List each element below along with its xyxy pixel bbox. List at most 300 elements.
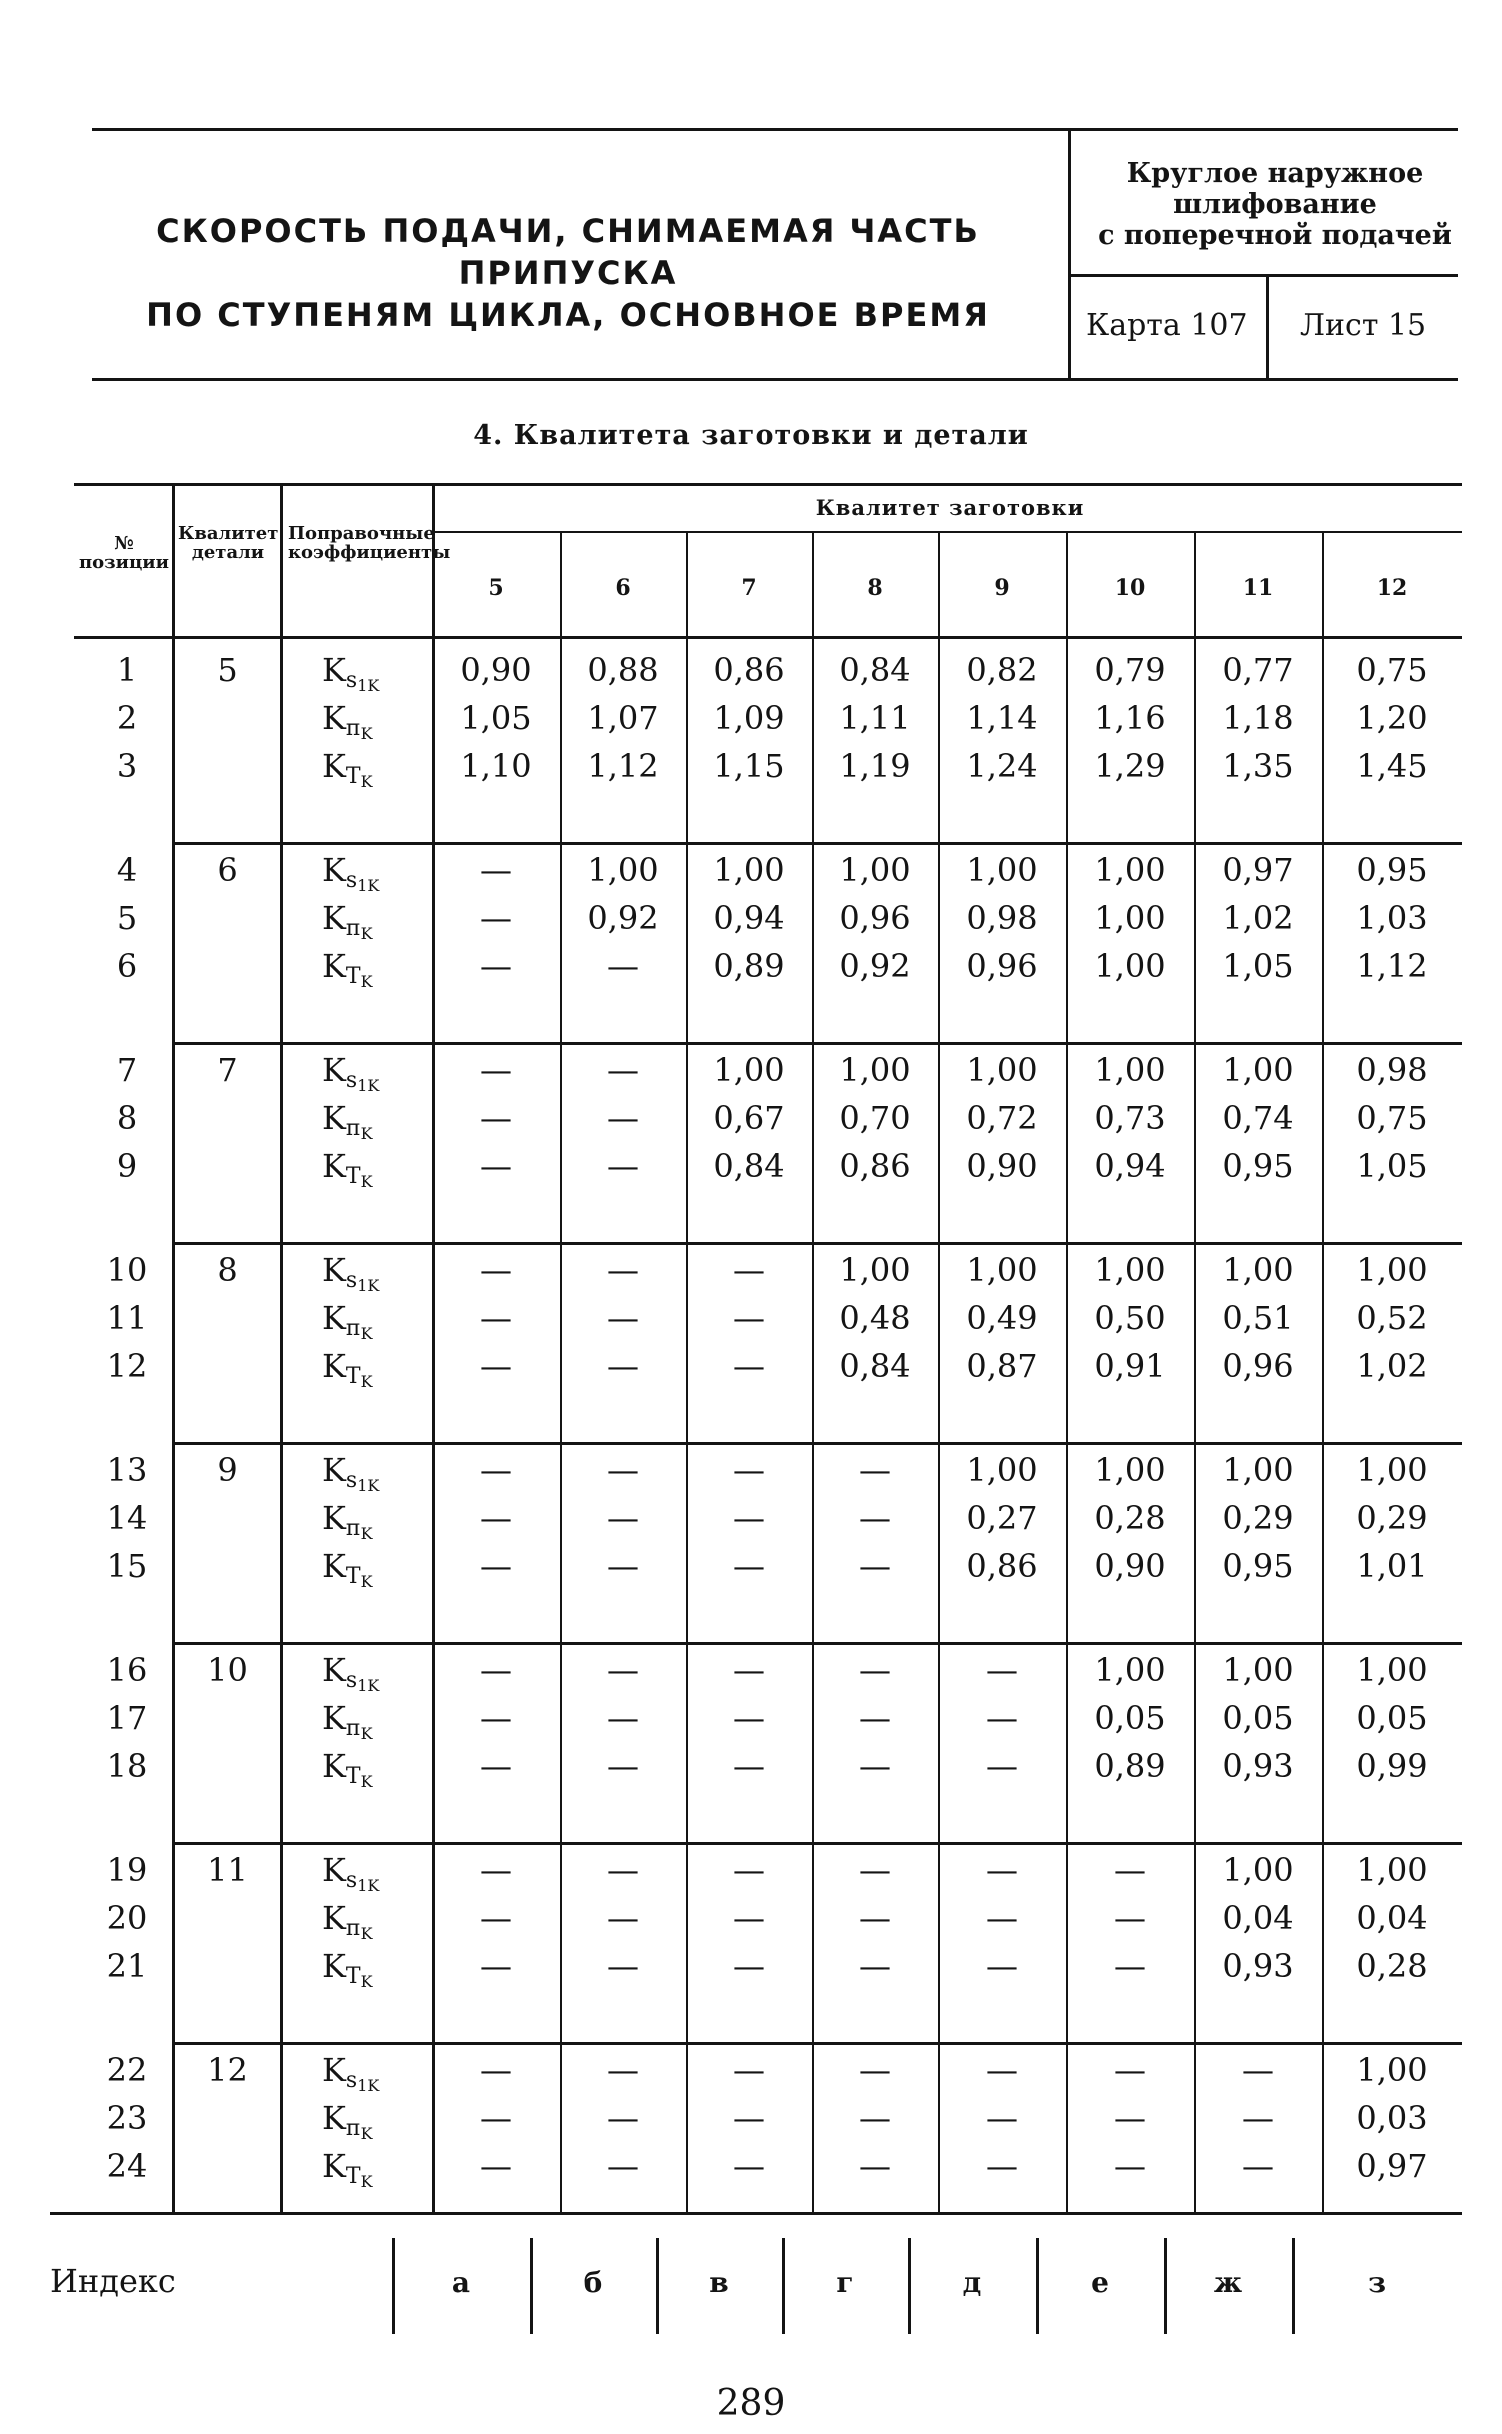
position-number: 18	[106, 1747, 148, 1785]
process-line-1: Круглое наружное	[1126, 158, 1424, 189]
coef-base: K	[322, 2099, 346, 2137]
index-letter-7: з	[1368, 2266, 1386, 2299]
table-cell: —	[1242, 2099, 1274, 2137]
table-cell: —	[480, 1299, 512, 1337]
table-cell: —	[986, 1747, 1018, 1785]
index-letter-2: в	[709, 2266, 729, 2299]
coef-ktk	[322, 1542, 373, 1606]
table-cell: 0,98	[1356, 1051, 1428, 1089]
table-cell: 0,72	[966, 1099, 1038, 1137]
process-title	[1080, 158, 1470, 251]
coef-sub-subscript: K	[360, 1324, 373, 1343]
table-cell: 0,84	[713, 1147, 785, 1185]
coef-ktk	[322, 1942, 373, 2006]
coef-base: K	[322, 1547, 346, 1585]
coef-base: K	[322, 747, 346, 785]
coef-subscript: s1K	[345, 668, 380, 695]
index-letter-6: ж	[1213, 2266, 1243, 2299]
table-cell: —	[859, 2099, 891, 2137]
coef-base: K	[322, 1499, 346, 1537]
position-number: 20	[106, 1899, 148, 1937]
table-cell: 1,12	[1356, 947, 1428, 985]
grade-header-7: 7	[741, 575, 757, 601]
table-cell: 1,02	[1222, 899, 1294, 937]
position-column-rule	[172, 483, 175, 2213]
table-cell: 1,14	[966, 699, 1038, 737]
coef-subscript: s1K	[345, 1268, 380, 1295]
coef-base: K	[322, 1851, 346, 1889]
table-cell: 0,95	[1222, 1147, 1294, 1185]
grade-header-12: 12	[1376, 575, 1408, 601]
table-cell: 1,00	[1356, 1851, 1428, 1889]
position-number: 21	[106, 1947, 148, 1985]
table-cell: —	[607, 1299, 639, 1337]
coef-base: K	[322, 1699, 346, 1737]
coef-base: K	[322, 1451, 346, 1489]
table-cell: 1,00	[713, 851, 785, 889]
table-cell: 0,93	[1222, 1947, 1294, 1985]
table-cell: —	[733, 1651, 765, 1689]
coef-ktk	[322, 1342, 373, 1406]
position-number: 4	[116, 851, 138, 889]
table-cell: 0,29	[1356, 1499, 1428, 1537]
table-cell: 1,20	[1356, 699, 1428, 737]
coef-subscript: пK	[345, 916, 373, 943]
table-cell: —	[1114, 2099, 1146, 2137]
table-cell: 1,00	[1094, 851, 1166, 889]
coef-subscript: s1K	[345, 1668, 380, 1695]
table-cell: —	[607, 1547, 639, 1585]
table-cell: 1,00	[587, 851, 659, 889]
table-cell: —	[986, 1899, 1018, 1937]
table-cell: 0,88	[587, 651, 659, 689]
position-number: 15	[106, 1547, 148, 1585]
table-cell: 0,94	[713, 899, 785, 937]
process-line-3: с поперечной подачей	[1098, 220, 1452, 251]
position-number: 7	[116, 1051, 138, 1089]
table-cell: 1,11	[839, 699, 911, 737]
position-number: 11	[106, 1299, 148, 1337]
quality-value: 8	[217, 1251, 238, 1289]
table-cell: 0,05	[1094, 1699, 1166, 1737]
table-cell: 0,96	[839, 899, 911, 937]
table-cell: —	[480, 2051, 512, 2089]
table-cell: —	[733, 1347, 765, 1385]
quality-column-rule	[280, 483, 283, 2213]
coef-base: K	[322, 899, 346, 937]
table-cell: 1,00	[1222, 1451, 1294, 1489]
table-cell: 0,89	[1094, 1747, 1166, 1785]
table-cell: 1,01	[1356, 1547, 1428, 1585]
coef-ktk	[322, 1742, 373, 1806]
coef-sub-subscript: K	[360, 1772, 373, 1791]
coef-base: K	[322, 851, 346, 889]
grade-header-6: 6	[615, 575, 631, 601]
table-cell: 1,00	[839, 1251, 911, 1289]
table-cell: 0,28	[1094, 1499, 1166, 1537]
quality-value: 7	[217, 1051, 238, 1089]
table-cell: 1,16	[1094, 699, 1166, 737]
card-sheet-divider	[1266, 274, 1269, 378]
grade-header-9: 9	[994, 575, 1010, 601]
coef-sub-subscript: 1K	[357, 1876, 380, 1895]
coef-sub-subscript: K	[360, 1124, 373, 1143]
coef-base: K	[322, 699, 346, 737]
page-number: 289	[716, 2383, 786, 2424]
position-number: 17	[106, 1699, 148, 1737]
quality-value: 9	[217, 1451, 238, 1489]
table-cell: —	[607, 2051, 639, 2089]
table-cell: 0,29	[1222, 1499, 1294, 1537]
index-letter-3: г	[836, 2266, 854, 2299]
coef-subscript: пK	[345, 716, 373, 743]
table-cell: 0,95	[1222, 1547, 1294, 1585]
table-cell: —	[1114, 1851, 1146, 1889]
table-cell: 1,00	[966, 1251, 1038, 1289]
table-cell: 0,51	[1222, 1299, 1294, 1337]
quality-value: 5	[217, 651, 238, 689]
table-cell: —	[1114, 2051, 1146, 2089]
table-cell: 0,67	[713, 1099, 785, 1137]
coef-sub-subscript: K	[360, 1724, 373, 1743]
table-cell: —	[480, 1699, 512, 1737]
table-cell: —	[1242, 2147, 1274, 2185]
table-cell: 1,05	[460, 699, 532, 737]
table-cell: 1,18	[1222, 699, 1294, 737]
table-cell: —	[480, 1747, 512, 1785]
table-cell: —	[480, 1851, 512, 1889]
table-cell: —	[733, 2147, 765, 2185]
coef-subscript: TK	[345, 2164, 373, 2191]
table-cell: 0,87	[966, 1347, 1038, 1385]
table-cell: —	[859, 1699, 891, 1737]
coef-sub-subscript: 1K	[357, 1676, 380, 1695]
coef-subscript: TK	[345, 1964, 373, 1991]
table-cell: —	[859, 1947, 891, 1985]
coef-sub-subscript: K	[360, 2172, 373, 2191]
group-separator	[172, 2042, 1462, 2045]
position-number: 10	[106, 1251, 148, 1289]
table-cell: 0,86	[713, 651, 785, 689]
table-cell: —	[733, 1251, 765, 1289]
group-separator	[172, 1042, 1462, 1045]
coef-sub-subscript: K	[360, 2124, 373, 2143]
position-number: 13	[106, 1451, 148, 1489]
coef-sub-subscript: K	[360, 1924, 373, 1943]
index-letter-4: д	[962, 2266, 982, 2299]
quality-value: 6	[217, 851, 238, 889]
table-cell: —	[733, 1899, 765, 1937]
table-cell: —	[480, 1651, 512, 1689]
coef-sub-subscript: K	[360, 1572, 373, 1591]
quality-value: 11	[207, 1851, 248, 1889]
table-cell: —	[607, 1651, 639, 1689]
coef-subscript: TK	[345, 1764, 373, 1791]
coef-sub-subscript: K	[360, 1972, 373, 1991]
coef-base: K	[322, 1299, 346, 1337]
table-cell: —	[480, 1947, 512, 1985]
index-letter-5: е	[1091, 2266, 1109, 2299]
quality-column-header	[178, 524, 278, 562]
coef-base: K	[322, 1947, 346, 1985]
position-number: 14	[106, 1499, 148, 1537]
table-cell: 1,00	[1094, 1251, 1166, 1289]
page-title	[88, 210, 1048, 336]
table-cell: —	[480, 1251, 512, 1289]
table-cell: 1,09	[713, 699, 785, 737]
table-cell: 0,92	[839, 947, 911, 985]
table-cell: 0,84	[839, 1347, 911, 1385]
table-cell: 0,73	[1094, 1099, 1166, 1137]
blank-quality-header: Квалитет заготовки	[815, 495, 1085, 520]
table-cell: 1,00	[1356, 1451, 1428, 1489]
coef-subscript: TK	[345, 1364, 373, 1391]
coef-base: K	[322, 651, 346, 689]
table-cell: 1,00	[1094, 1051, 1166, 1089]
position-number: 2	[116, 699, 138, 737]
coef-subscript: пK	[345, 1516, 373, 1543]
table-cell: 0,98	[966, 899, 1038, 937]
table-cell: 1,07	[587, 699, 659, 737]
header-top-rule	[92, 128, 1458, 131]
table-cell: 0,86	[966, 1547, 1038, 1585]
coef-base: K	[322, 1899, 346, 1937]
quality-header-text: Квалитет детали	[178, 523, 279, 563]
table-cell: 0,05	[1222, 1699, 1294, 1737]
table-cell: —	[480, 2147, 512, 2185]
table-cell: 1,24	[966, 747, 1038, 785]
coef-sub-subscript: K	[360, 924, 373, 943]
coef-subscript: s1K	[345, 2068, 380, 2095]
coef-base: K	[322, 1051, 346, 1089]
table-cell: 1,19	[839, 747, 911, 785]
coef-sub-subscript: K	[360, 1172, 373, 1191]
table-cell: —	[859, 1451, 891, 1489]
table-cell: —	[480, 1499, 512, 1537]
grade-header-11: 11	[1242, 575, 1274, 601]
table-cell: 0,89	[713, 947, 785, 985]
table-cell: 1,05	[1356, 1147, 1428, 1185]
table-cell: —	[1242, 2051, 1274, 2089]
table-cell: 1,00	[839, 1051, 911, 1089]
index-letter-0: а	[451, 2266, 471, 2299]
table-cell: —	[607, 1699, 639, 1737]
table-cell: 0,05	[1356, 1699, 1428, 1737]
table-cell: 0,75	[1356, 651, 1428, 689]
coef-base: K	[322, 1147, 346, 1185]
table-cell: 0,90	[966, 1147, 1038, 1185]
group-separator	[172, 1242, 1462, 1245]
table-cell: —	[859, 1899, 891, 1937]
position-number: 22	[106, 2051, 148, 2089]
table-cell: —	[607, 1747, 639, 1785]
table-cell: —	[986, 1851, 1018, 1889]
table-cell: —	[607, 1499, 639, 1537]
coef-subscript: s1K	[345, 1068, 380, 1095]
table-cell: 0,27	[966, 1499, 1038, 1537]
table-cell: 0,03	[1356, 2099, 1428, 2137]
table-cell: —	[986, 2147, 1018, 2185]
table-cell: —	[1114, 1947, 1146, 1985]
table-cell: —	[1114, 2147, 1146, 2185]
coef-sub-subscript: 1K	[357, 676, 380, 695]
table-cell: 1,00	[1356, 2051, 1428, 2089]
table-cell: —	[733, 1547, 765, 1585]
coef-base: K	[322, 2051, 346, 2089]
position-number: 23	[106, 2099, 148, 2137]
table-cell: —	[607, 2099, 639, 2137]
coef-subscript: пK	[345, 2116, 373, 2143]
table-cell: 1,00	[1094, 899, 1166, 937]
quality-value: 12	[207, 2051, 248, 2089]
table-cell: —	[986, 2099, 1018, 2137]
coef-base: K	[322, 2147, 346, 2185]
position-number: 9	[116, 1147, 138, 1185]
table-cell: —	[733, 2051, 765, 2089]
table-cell: —	[733, 1747, 765, 1785]
table-cell: 1,02	[1356, 1347, 1428, 1385]
coef-base: K	[322, 1251, 346, 1289]
table-cell: 0,96	[1222, 1347, 1294, 1385]
table-cell: 1,00	[966, 851, 1038, 889]
position-number: 5	[116, 899, 138, 937]
table-cell: —	[480, 851, 512, 889]
table-cell: —	[607, 1347, 639, 1385]
position-number: 16	[106, 1651, 148, 1689]
table-cell: —	[733, 1499, 765, 1537]
coef-base: K	[322, 1747, 346, 1785]
table-cell: —	[607, 2147, 639, 2185]
table-cell: —	[607, 1947, 639, 1985]
table-cell: —	[986, 1947, 1018, 1985]
table-cell: 1,00	[966, 1451, 1038, 1489]
coef-ktk	[322, 942, 373, 1006]
table-cell: —	[859, 1499, 891, 1537]
table-cell: —	[607, 1451, 639, 1489]
header-divider	[1068, 128, 1071, 380]
table-cell: —	[986, 2051, 1018, 2089]
table-cell: —	[607, 947, 639, 985]
table-cell: 0,28	[1356, 1947, 1428, 1985]
title-line-2: ПО СТУПЕНЯМ ЦИКЛА, ОСНОВНОЕ ВРЕМЯ	[146, 296, 990, 334]
position-column-header	[76, 534, 172, 572]
table-cell: —	[859, 2147, 891, 2185]
table-cell: —	[986, 1699, 1018, 1737]
coef-base: K	[322, 1099, 346, 1137]
header-bottom-rule	[92, 378, 1458, 381]
coef-column-header	[288, 523, 451, 563]
table-cell: 1,00	[839, 851, 911, 889]
table-cell: 0,82	[966, 651, 1038, 689]
position-number: 6	[116, 947, 138, 985]
table-cell: 1,00	[1222, 1051, 1294, 1089]
header-right-divider	[1068, 274, 1458, 277]
quality-value: 10	[207, 1651, 248, 1689]
coef-subscript: пK	[345, 1916, 373, 1943]
group-separator	[172, 1642, 1462, 1645]
table-cell: 0,74	[1222, 1099, 1294, 1137]
table-caption: 4. Квалитета заготовки и детали	[473, 420, 1029, 451]
position-number: 24	[106, 2147, 148, 2185]
table-cell: —	[733, 1851, 765, 1889]
table-cell: —	[859, 2051, 891, 2089]
table-cell: 1,15	[713, 747, 785, 785]
coef-sub-subscript: K	[360, 1524, 373, 1543]
table-cell: 0,92	[587, 899, 659, 937]
grade-header-rule	[432, 531, 1462, 533]
position-number: 12	[106, 1347, 148, 1385]
coef-subscript: TK	[345, 1564, 373, 1591]
grade-header-10: 10	[1114, 575, 1146, 601]
position-number: 8	[116, 1099, 138, 1137]
table-cell: 1,12	[587, 747, 659, 785]
table-cell: —	[1114, 1899, 1146, 1937]
table-cell: —	[480, 1099, 512, 1137]
coef-subscript: TK	[345, 1164, 373, 1191]
table-cell: 1,45	[1356, 747, 1428, 785]
table-cell: —	[480, 1547, 512, 1585]
table-cell: 0,94	[1094, 1147, 1166, 1185]
table-cell: 0,90	[460, 651, 532, 689]
table-cell: —	[607, 1851, 639, 1889]
table-cell: 1,00	[1356, 1251, 1428, 1289]
table-cell: —	[480, 1051, 512, 1089]
coef-sub-subscript: K	[360, 1372, 373, 1391]
table-bottom-rule	[50, 2212, 1462, 2215]
table-cell: 0,86	[839, 1147, 911, 1185]
table-cell: 1,05	[1222, 947, 1294, 985]
coef-sub-subscript: 1K	[357, 2076, 380, 2095]
coef-subscript: TK	[345, 764, 373, 791]
table-cell: 0,52	[1356, 1299, 1428, 1337]
index-label: Индекс	[50, 2262, 176, 2300]
table-cell: 1,00	[713, 1051, 785, 1089]
table-cell: 0,48	[839, 1299, 911, 1337]
coef-sub-subscript: K	[360, 772, 373, 791]
coef-sub-subscript: K	[360, 724, 373, 743]
table-cell: 0,84	[839, 651, 911, 689]
table-cell: 1,10	[460, 747, 532, 785]
table-cell: 0,93	[1222, 1747, 1294, 1785]
coef-base: K	[322, 1651, 346, 1689]
position-number: 3	[116, 747, 138, 785]
coef-sub-subscript: 1K	[357, 1476, 380, 1495]
table-cell: 0,95	[1356, 851, 1428, 889]
table-cell: —	[859, 1851, 891, 1889]
table-cell: 0,79	[1094, 651, 1166, 689]
group-separator	[172, 1442, 1462, 1445]
table-cell: 0,50	[1094, 1299, 1166, 1337]
table-cell: 0,75	[1356, 1099, 1428, 1137]
table-cell: 0,90	[1094, 1547, 1166, 1585]
position-number: 1	[116, 651, 138, 689]
table-cell: 0,04	[1222, 1899, 1294, 1937]
coef-sub-subscript: 1K	[357, 876, 380, 895]
table-cell: —	[480, 1347, 512, 1385]
coef-base: K	[322, 1347, 346, 1385]
table-cell: —	[607, 1147, 639, 1185]
table-cell: 0,91	[1094, 1347, 1166, 1385]
coef-subscript: TK	[345, 964, 373, 991]
table-cell: —	[986, 1651, 1018, 1689]
table-cell: —	[480, 1147, 512, 1185]
table-cell: —	[859, 1547, 891, 1585]
table-cell: —	[480, 947, 512, 985]
table-cell: 0,97	[1222, 851, 1294, 889]
table-cell: —	[859, 1651, 891, 1689]
group-separator	[172, 842, 1462, 845]
table-cell: 1,00	[1094, 1651, 1166, 1689]
